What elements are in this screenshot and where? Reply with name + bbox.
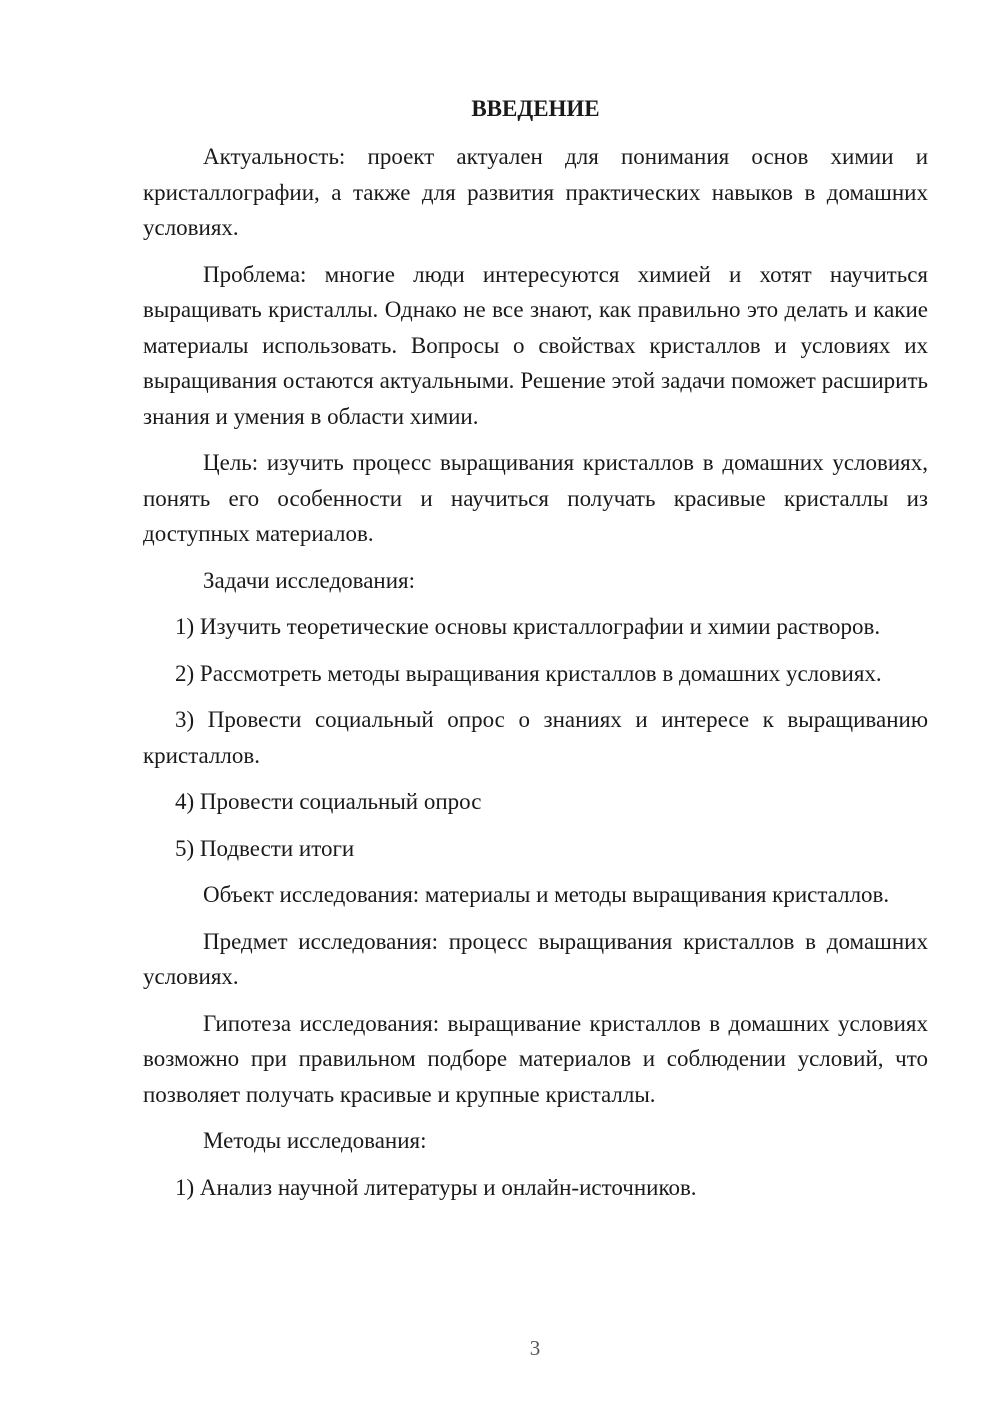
list-item-task-3: 3) Провести социальный опрос о знаниях и интересе к выращиванию кристаллов. bbox=[143, 707, 928, 768]
paragraph-relevance: Актуальность: проект актуален для понимания основ химии и кристаллографии, а также для развития практических навыков в домашних условиях. bbox=[143, 144, 928, 240]
paragraph-methods-heading: Методы исследования: bbox=[203, 1128, 427, 1153]
paragraph-goal: Цель: изучить процесс выращивания кристаллов в домашних условиях, понять его особенности и научиться получать красивые кристаллы из доступных материалов. bbox=[143, 450, 928, 546]
list-item-task-2: 2) Рассмотреть методы выращивания кристаллов в домашних условиях. bbox=[175, 660, 882, 686]
paragraph-object: Объект исследования: материалы и методы выращивания кристаллов. bbox=[203, 882, 890, 907]
list-item-task-5: 5) Подвести итоги bbox=[175, 835, 355, 861]
paragraph-subject: Предмет исследования: процесс выращивания кристаллов в домашних условиях. bbox=[143, 928, 928, 989]
list-item-task-4: 4) Провести социальный опрос bbox=[175, 789, 482, 814]
document-page bbox=[143, 92, 928, 1216]
list-item-method-1: 1) Анализ научной литературы и онлайн-источников. bbox=[175, 1174, 697, 1200]
page-title: ВВЕДЕНИЕ bbox=[471, 96, 600, 121]
list-item-task-1: 1) Изучить теоретические основы кристаллографии и химии растворов. bbox=[175, 614, 881, 639]
paragraph-tasks-heading: Задачи исследования: bbox=[203, 567, 416, 593]
paragraph-problem: Проблема: многие люди интересуются химией и хотят научиться выращивать кристаллы. Однако не все знают, как правильно это делать и какие материалы использовать. Вопросы о свойствах кристаллов и условиях их выращивания остаются актуальными. Решение этой задачи поможет расширить знания и умения в области химии. bbox=[143, 261, 928, 429]
paragraph-hypothesis: Гипотеза исследования: выращивание кристаллов в домашних условиях возможно при правильном подборе материалов и соблюдении условий, что позволяет получать красивые и крупные кристаллы. bbox=[143, 1010, 928, 1107]
page-number: 3 bbox=[529, 1336, 541, 1360]
